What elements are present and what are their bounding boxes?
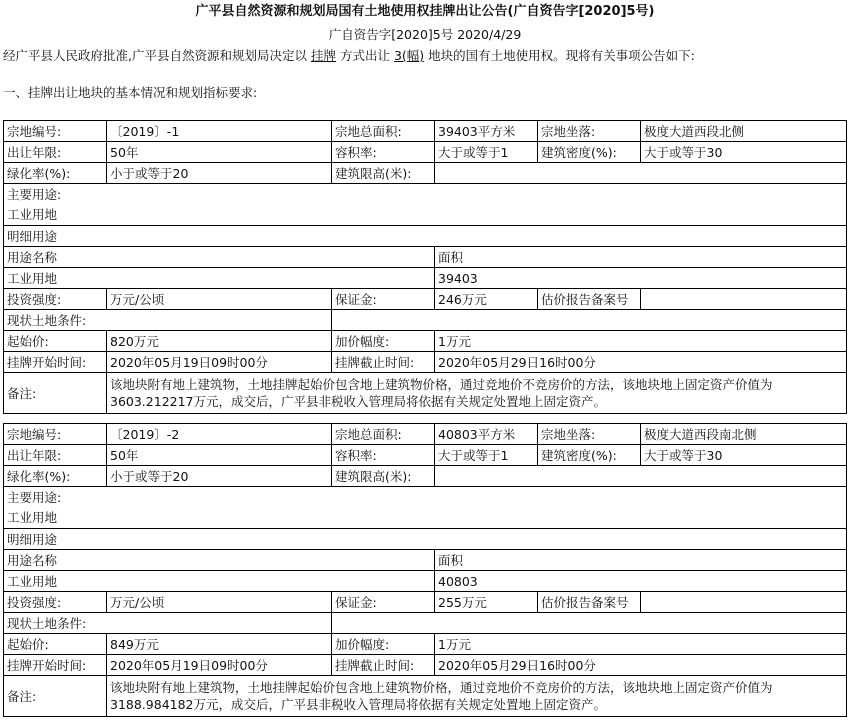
label-remark: 备注: [4,676,107,717]
remark-value: 该地块附有地上建筑物，土地挂牌起始价包含地上建筑物价格，通过竞地价不竞房价的方法，该地块地上固定资产价值为3188.984182万元，成交后，广平县非税收入管理局将依据有关规定处置地上固定资产。 [107,676,847,717]
term-value: 50年 [107,445,332,466]
label-height: 建筑限高(米): [332,466,435,487]
location-value: 极度大道西段南北侧 [641,424,847,445]
label-appraisal: 估价报告备案号 [538,592,641,613]
investment-value: 万元/公顷 [107,592,332,613]
main-use-value: 工业用地 [4,508,847,529]
label-land-condition: 现状土地条件: [4,613,332,634]
transfer-method: 挂牌 [310,48,336,63]
label-listing-end: 挂牌截止时间: [332,655,435,676]
appraisal-value [641,592,847,613]
label-increment: 加价幅度: [332,331,435,352]
table-row [4,529,847,550]
remark-value: 该地块附有地上建筑物，土地挂牌起始价包含地上建筑物价格，通过竞地价不竞房价的方法，该地块地上固定资产价值为3603.212217万元，成交后，广平县非税收入管理局将依据有关规定处置地上固定资产。 [107,373,847,414]
label-far: 容积率: [332,445,435,466]
label-appraisal: 估价报告备案号 [538,289,641,310]
use-name-value: 工业用地 [4,268,435,289]
density-value: 大于或等于30 [641,445,847,466]
table-row [4,184,847,205]
appraisal-value [641,289,847,310]
use-area-value: 40803 [435,571,847,592]
green-value: 小于或等于20 [107,163,332,184]
land-condition-value [332,613,847,634]
table-row [4,373,847,414]
listing-end-value: 2020年05月29日16时00分 [435,655,847,676]
label-main-use: 主要用途: [4,184,847,205]
location-value: 极度大道西段北侧 [641,121,847,142]
label-density: 建筑密度(%): [538,142,641,163]
far-value: 大于或等于1 [435,445,538,466]
height-value [435,466,847,487]
table-row [4,163,847,184]
label-listing-end: 挂牌截止时间: [332,352,435,373]
table-row [4,676,847,717]
table-row [4,268,847,289]
label-increment: 加价幅度: [332,634,435,655]
label-investment: 投资强度: [4,592,107,613]
use-area-value: 39403 [435,268,847,289]
listing-start-value: 2020年05月19日09时00分 [107,655,332,676]
label-green: 绿化率(%): [4,466,107,487]
intro-suffix: 地块的国有土地使用权。现将有关事项公告如下: [428,48,695,63]
table-row [4,205,847,226]
label-detail-use: 明细用途 [4,529,847,550]
table-row [4,226,847,247]
label-location: 宗地坐落: [538,424,641,445]
table-row [4,121,847,142]
parcel-no-value: 〔2019〕-2 [107,424,332,445]
increment-value: 1万元 [435,331,847,352]
table-row [4,655,847,676]
table-row [4,613,847,634]
table-row [4,424,847,445]
parcel-no-value: 〔2019〕-1 [107,121,332,142]
label-parcel-no: 宗地编号: [4,424,107,445]
label-main-use: 主要用途: [4,487,847,508]
far-value: 大于或等于1 [435,142,538,163]
label-detail-use: 明细用途 [4,226,847,247]
intro-middle: 方式出让 [339,48,390,63]
deposit-value: 255万元 [435,592,538,613]
intro-paragraph [3,46,695,66]
table-row [4,247,847,268]
table-row [4,592,847,613]
table-row [4,508,847,529]
term-value: 50年 [107,142,332,163]
label-area: 面积 [435,550,847,571]
total-area-value: 40803平方米 [435,424,538,445]
table-row [4,487,847,508]
increment-value: 1万元 [435,634,847,655]
total-area-value: 39403平方米 [435,121,538,142]
label-deposit: 保证金: [332,592,435,613]
parcel-table-2 [3,423,847,717]
table-row [4,466,847,487]
listing-start-value: 2020年05月19日09时00分 [107,352,332,373]
table-row [4,331,847,352]
investment-value: 万元/公顷 [107,289,332,310]
start-price-value: 849万元 [107,634,332,655]
main-use-value: 工业用地 [4,205,847,226]
label-use-name: 用途名称 [4,550,435,571]
label-height: 建筑限高(米): [332,163,435,184]
label-parcel-no: 宗地编号: [4,121,107,142]
table-row [4,352,847,373]
parcel-table-1 [3,120,847,414]
table-row [4,289,847,310]
land-condition-value [332,310,847,331]
label-deposit: 保证金: [332,289,435,310]
label-location: 宗地坐落: [538,121,641,142]
label-start-price: 起始价: [4,634,107,655]
label-area: 面积 [435,247,847,268]
start-price-value: 820万元 [107,331,332,352]
deposit-value: 246万元 [435,289,538,310]
table-row [4,445,847,466]
parcel-count: 3(幅) [393,48,425,63]
intro-prefix: 经广平县人民政府批准,广平县自然资源和规划局决定以 [3,48,307,63]
green-value: 小于或等于20 [107,466,332,487]
label-investment: 投资强度: [4,289,107,310]
label-density: 建筑密度(%): [538,445,641,466]
table-row [4,550,847,571]
table-row [4,634,847,655]
label-start-price: 起始价: [4,331,107,352]
label-use-name: 用途名称 [4,247,435,268]
use-name-value: 工业用地 [4,571,435,592]
label-remark: 备注: [4,373,107,414]
density-value: 大于或等于30 [641,142,847,163]
label-term: 出让年限: [4,142,107,163]
page-title: 广平县自然资源和规划局国有土地使用权挂牌出让公告(广自资告字[2020]5号) [195,4,655,19]
table-row [4,142,847,163]
label-total-area: 宗地总面积: [332,424,435,445]
label-total-area: 宗地总面积: [332,121,435,142]
label-land-condition: 现状土地条件: [4,310,332,331]
table-row [4,571,847,592]
label-listing-start: 挂牌开始时间: [4,655,107,676]
height-value [435,163,847,184]
label-listing-start: 挂牌开始时间: [4,352,107,373]
section-heading: 一、挂牌出让地块的基本情况和规划指标要求: [3,85,258,100]
document-reference: 广自资告字[2020]5号 2020/4/29 [328,27,522,42]
listing-end-value: 2020年05月29日16时00分 [435,352,847,373]
label-term: 出让年限: [4,445,107,466]
label-green: 绿化率(%): [4,163,107,184]
table-row [4,310,847,331]
label-far: 容积率: [332,142,435,163]
